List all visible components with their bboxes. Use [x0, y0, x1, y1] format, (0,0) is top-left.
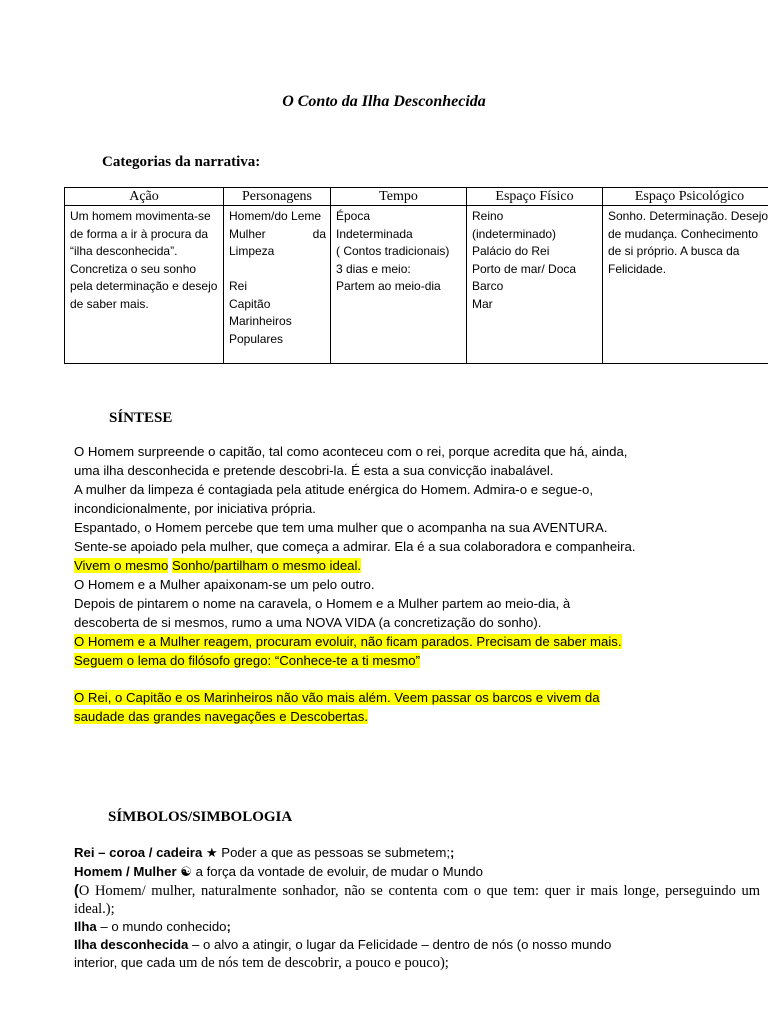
symbol-term: Ilha — [74, 919, 97, 934]
table-cell-tempo: Época Indeterminada ( Contos tradicionais) 3 dias e meio: Partem ao meio-dia — [331, 206, 467, 364]
highlighted-text: O Rei, o Capitão e os Marinheiros não vão mais além. Veem passar os barcos e vivem da — [74, 690, 600, 705]
column-header-tempo: Tempo — [331, 188, 467, 206]
sintese-line: Espantado, o Homem percebe que tem uma mulher que o acompanha na sua AVENTURA. — [74, 520, 608, 535]
simbolos-heading: SÍMBOLOS/SIMBOLOGIA — [108, 809, 293, 825]
symbol-term: Rei – coroa / cadeira — [74, 845, 203, 860]
sintese-line: O Homem surpreende o capitão, tal como aconteceu com o rei, porque acredita que há, ainda, — [74, 444, 628, 459]
symbol-entry-continuation — [74, 954, 760, 972]
narrative-categories-table — [64, 187, 768, 364]
symbol-description: – o mundo conhecido — [96, 919, 227, 934]
table-cell-espaco-psicologico: Sonho. Determinação. Desejo de mudança. Conhecimento de si próprio. A busca da Felicidade. — [603, 206, 768, 364]
sintese-line: O Homem e a Mulher apaixonam-se um pelo outro. — [74, 577, 375, 592]
star-icon: ★ — [205, 846, 218, 861]
semicolon: ; — [226, 919, 231, 934]
sintese-highlight-line — [74, 688, 764, 707]
symbol-entry-homem-mulher — [74, 863, 760, 882]
categories-heading: Categorias da narrativa: — [102, 154, 261, 170]
symbol-description: interior, que cada — [74, 955, 176, 970]
sintese-highlight-line — [74, 632, 764, 651]
sintese-highlight-line — [74, 707, 764, 726]
yin-yang-icon: ☯ — [180, 865, 192, 880]
symbol-entry-rei: Rei – coroa / cadeira ★ Poder a que as pessoas se submetem;; — [74, 845, 455, 861]
symbol-term: Homem / Mulher — [74, 864, 177, 879]
column-header-personagens: Personagens — [224, 188, 331, 206]
highlighted-text: Vivem o mesmo — [74, 558, 169, 573]
table-cell-personagens: Homem/do Leme Mulher da Limpeza Rei Capitão Marinheiros Populares — [224, 206, 331, 364]
sintese-line: A mulher da limpeza é contagiada pela atitude enérgica do Homem. Admira-o e segue-o, — [74, 482, 594, 497]
paren-open: ( — [74, 883, 79, 899]
symbol-entry-ilha-desconhecida — [74, 936, 760, 954]
table-row — [65, 206, 768, 364]
symbol-description: um de nós tem de descobrir, a pouco e pouco); — [175, 955, 449, 971]
symbol-description: a força da vontade de evoluir, de mudar o Mundo — [195, 864, 483, 879]
column-header-acao: Ação — [65, 188, 224, 206]
highlighted-text: O Homem e a Mulher reagem, procuram evoluir, não ficam parados. Precisam de saber mais. — [74, 634, 622, 649]
symbol-note-text: O Homem/ mulher, naturalmente sonhador, não se contenta com o que tem: quer ir mais longe, perseguindo um ideal.); — [74, 883, 760, 917]
table-header-row — [65, 188, 768, 206]
sintese-line: Sente-se apoiado pela mulher, que começa a admirar. Ela é a sua colaboradora e companheira. — [74, 539, 636, 554]
sintese-line: descoberta de si mesmos, rumo a uma NOVA VIDA (a concretização do sonho). — [74, 615, 542, 630]
sintese-line: uma ilha desconhecida e pretende descobri-la. É esta a sua convicção inabalável. — [74, 463, 554, 478]
column-header-espaco-fisico: Espaço Físico — [467, 188, 603, 206]
simbolos-body — [74, 844, 760, 972]
sintese-line: incondicionalmente, por iniciativa própria. — [74, 501, 316, 516]
sintese-highlight-line — [74, 651, 764, 670]
table-cell-acao: Um homem movimenta-se de forma a ir à procura da “ilha desconhecida”. Concretiza o seu sonho pela determinação e desejo de saber mais. — [65, 206, 224, 364]
document-title: O Conto da Ilha Desconhecida — [282, 93, 486, 110]
column-header-espaco-psicologico: Espaço Psicológico — [603, 188, 768, 206]
sintese-heading: SÍNTESE — [109, 410, 173, 426]
highlighted-text: Sonho/partilham o mesmo ideal. — [171, 558, 362, 573]
highlighted-text: saudade das grandes navegações e Descobertas. — [74, 709, 368, 724]
table-cell-espaco-fisico: Reino (indeterminado) Palácio do Rei Porto de mar/ Doca Barco Mar — [467, 206, 603, 364]
symbol-note — [74, 882, 760, 918]
symbol-description: – o alvo a atingir, o lugar da Felicidade – dentro de nós (o nosso mundo — [188, 937, 612, 952]
symbol-term: Ilha desconhecida — [74, 937, 189, 952]
sintese-body — [74, 442, 764, 726]
sintese-line: Depois de pintarem o nome na caravela, o Homem e a Mulher partem ao meio-dia, à — [74, 596, 571, 611]
symbol-entry-ilha — [74, 918, 760, 936]
sintese-highlight-line — [74, 556, 764, 575]
highlighted-text: Seguem o lema do filósofo grego: “Conhece-te a ti mesmo” — [74, 653, 420, 668]
symbol-description: Poder a que as pessoas se submetem; — [221, 845, 450, 860]
